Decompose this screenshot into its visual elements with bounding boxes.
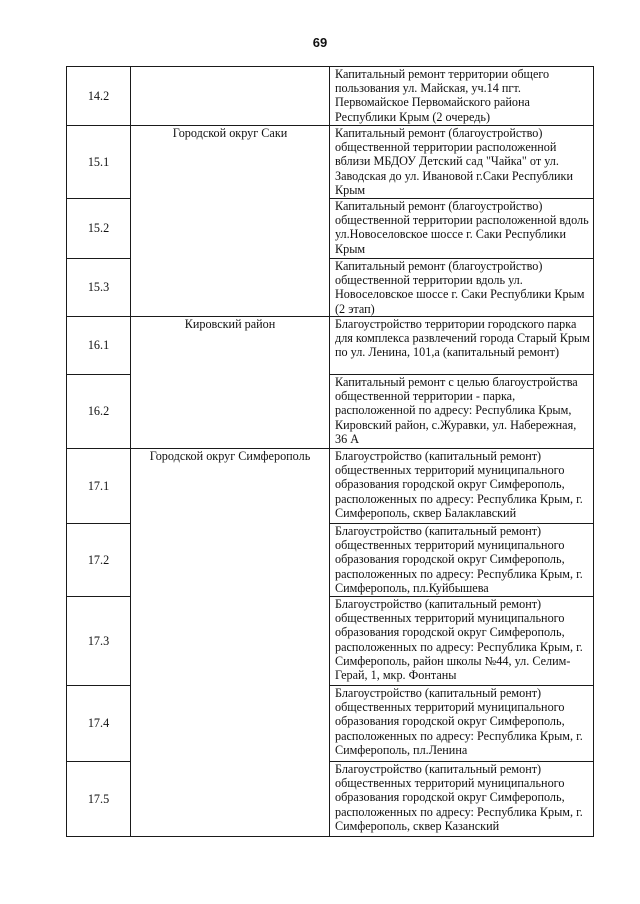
- project-description-text: Капитальный ремонт с целью благоустройства общественной территории - парка, расположенной по адресу: Республика Крым, Кировский район, с.Журавки, ул. Набережная, 36 А: [335, 375, 578, 446]
- municipality-cell: Кировский район: [131, 317, 330, 449]
- row-number: 15.1: [67, 126, 131, 199]
- project-description: [330, 259, 594, 317]
- table-row: [67, 449, 594, 524]
- page-number: 69: [312, 35, 328, 50]
- row-number: 17.3: [67, 597, 131, 686]
- municipality-cell: Городской округ Саки: [131, 126, 330, 317]
- project-description: [330, 375, 594, 449]
- project-description-text: Капитальный ремонт (благоустройство) общественной территории расположенной вдоль ул.Новоселовское шоссе г. Саки Республики Крым: [335, 199, 589, 256]
- project-description: [330, 449, 594, 524]
- table-row: [67, 67, 594, 126]
- project-description: [330, 199, 594, 259]
- row-number: 17.4: [67, 686, 131, 762]
- project-description: [330, 597, 594, 686]
- project-description: [330, 762, 594, 837]
- project-description: [330, 126, 594, 199]
- project-description-text: Капитальный ремонт территории общего пользования ул. Майская, уч.14 пгт. Первомайское Первомайского района Республики Крым (2 очередь): [335, 67, 550, 124]
- project-description-text: Благоустройство территории городского парка для комплекса развлечений города Старый Крым по ул. Ленина, 101,а (капитальный ремонт): [335, 317, 590, 360]
- table-row: [67, 317, 594, 375]
- project-description-text: Благоустройство (капитальный ремонт) общественных территорий муниципального образования городской округ Симферополь, расположенных по адресу: Республика Крым, г. Симферополь, сквер Казанский: [335, 762, 583, 833]
- table-row: [67, 126, 594, 199]
- project-description-text: Благоустройство (капитальный ремонт) общественных территорий муниципального образования городской округ Симферополь, расположенных по адресу: Республика Крым, г. Симферополь, район школы №44, ул. Селим-Герай, 1, мкр. Фонтаны: [335, 597, 583, 683]
- project-description-text: Благоустройство (капитальный ремонт) общественных территорий муниципального образования городской округ Симферополь, расположенных по адресу: Республика Крым, г. Симферополь, сквер Балаклавский: [335, 449, 583, 520]
- project-description: [330, 686, 594, 762]
- row-number: 17.1: [67, 449, 131, 524]
- municipality-cell: [131, 67, 330, 126]
- row-number: 16.2: [67, 375, 131, 449]
- project-table: [66, 66, 594, 837]
- project-description: [330, 317, 594, 375]
- project-description-text: Капитальный ремонт (благоустройство) общественной территории вдоль ул. Новоселовское шоссе г. Саки Республики Крым (2 этап): [335, 259, 585, 316]
- project-description: [330, 67, 594, 126]
- row-number: 17.5: [67, 762, 131, 837]
- municipality-cell: Городской округ Симферополь: [131, 449, 330, 837]
- row-number: 15.2: [67, 199, 131, 259]
- row-number: 17.2: [67, 524, 131, 597]
- project-description-text: Капитальный ремонт (благоустройство) общественной территории расположенной вблизи МБДОУ Детский сад "Чайка" от ул. Заводская до ул. Ивановой г.Саки Республики Крым: [335, 126, 574, 197]
- row-number: 15.3: [67, 259, 131, 317]
- row-number: 16.1: [67, 317, 131, 375]
- project-description-text: Благоустройство (капитальный ремонт) общественных территорий муниципального образования городской округ Симферополь, расположенных по адресу: Республика Крым, г. Симферополь, пл.Ленина: [335, 686, 583, 757]
- project-description-text: Благоустройство (капитальный ремонт) общественных территорий муниципального образования городской округ Симферополь, расположенных по адресу: Республика Крым, г. Симферополь, пл.Куйбышева: [335, 524, 583, 595]
- project-table-body: [67, 67, 594, 837]
- project-description: [330, 524, 594, 597]
- row-number: 14.2: [67, 67, 131, 126]
